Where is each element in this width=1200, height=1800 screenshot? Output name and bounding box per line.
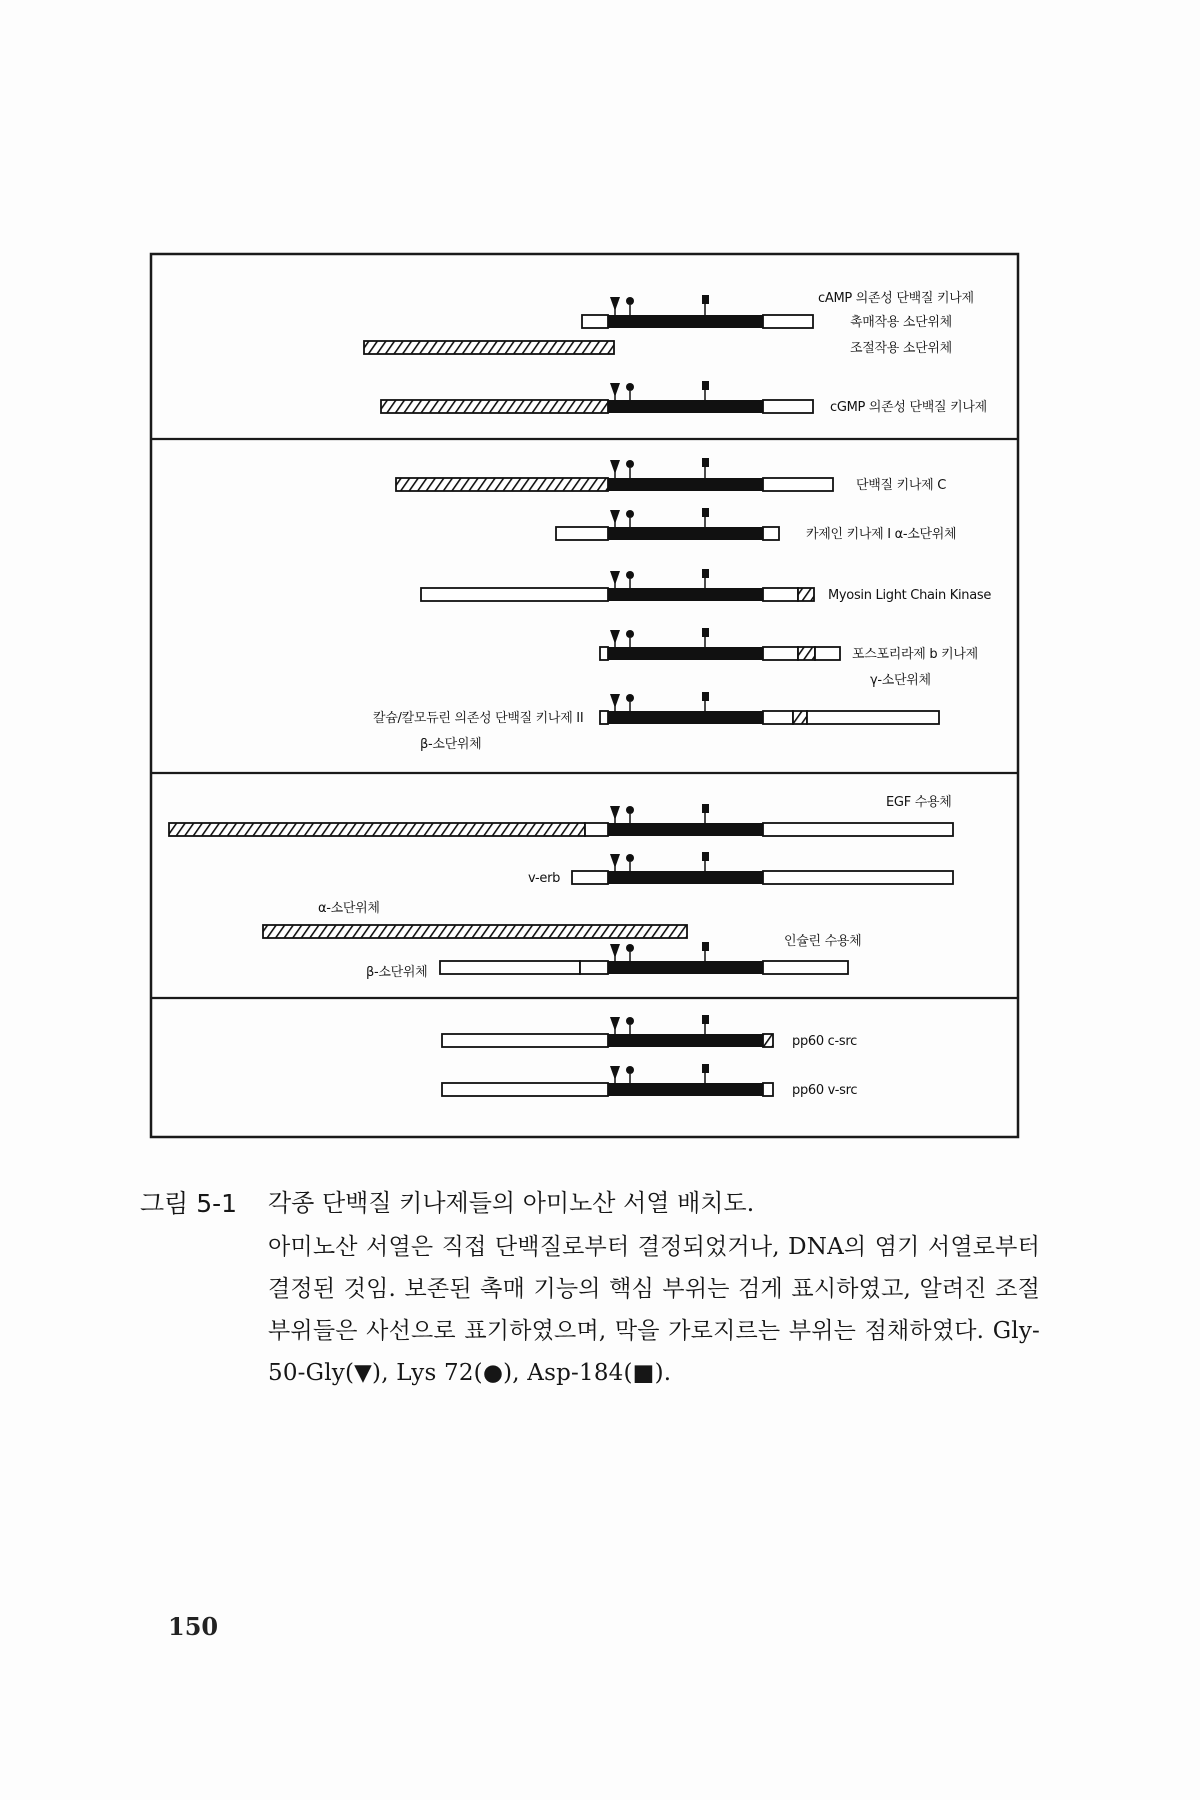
caption-label: 그림 5-1 [140, 1189, 238, 1218]
markers-camk2 [610, 692, 709, 711]
label-insulin-receptor: 인슐린 수용체 [784, 934, 862, 949]
bar-phosphorylase-kinase [600, 647, 840, 660]
label-insulin-alpha: α-소단위체 [318, 901, 380, 916]
markers-casein [610, 508, 709, 527]
label-cgmp-kinase: cGMP 의존성 단백질 키나제 [830, 400, 987, 415]
label-camp-kinase: cAMP 의존성 단백질 키나제 [818, 291, 974, 306]
bar-insulin-beta [440, 961, 848, 974]
label-insulin-beta: β-소단위체 [366, 965, 428, 980]
bar-egf-receptor [169, 823, 953, 836]
caption-title: 각종 단백질 키나제들의 아미노산 서열 배치도. [268, 1189, 755, 1217]
markers-v-erb [610, 852, 709, 871]
label-camp-catalytic: 촉매작용 소단위체 [850, 315, 952, 330]
markers-cgmp [610, 381, 709, 400]
label-camk2: 칼슘/칼모듀린 의존성 단백질 키나제 II [373, 711, 584, 726]
label-camp-regulatory: 조절작용 소단위체 [850, 341, 952, 356]
bar-insulin-alpha [263, 925, 687, 938]
label-pkc: 단백질 키나제 C [856, 478, 946, 493]
markers-camp [610, 295, 709, 315]
markers-egf [610, 804, 709, 823]
bar-camp-regulatory [364, 341, 614, 354]
label-mlck: Myosin Light Chain Kinase [828, 588, 992, 603]
bar-c-src [442, 1034, 773, 1047]
markers-insulin [610, 942, 709, 961]
label-v-src: pp60 v-src [792, 1083, 858, 1098]
bar-casein-kinase [556, 527, 779, 540]
label-c-src: pp60 c-src [792, 1034, 857, 1049]
figure-caption [140, 1185, 1040, 1394]
caption-body: 아미노산 서열은 직접 단백질로부터 결정되었거나, DNA의 염기 서열로부터 결정된 것임. 보존된 촉매 기능의 핵심 부위는 검게 표시하였고, 알려진 조절 부위들은 사선으로 표기하였으며, 막을 가로지르는 부위는 점채하였다. Gly-50-Gly(▼), Lys 72(●), Asp-184(■). [268, 1234, 1040, 1386]
markers-mlck [610, 569, 709, 588]
bar-v-src [442, 1083, 773, 1096]
label-phosphorylase-gamma: γ-소단위체 [870, 673, 931, 688]
bar-camk2 [600, 711, 939, 724]
label-egf-receptor: EGF 수용체 [886, 795, 952, 810]
label-camk2-beta: β-소단위체 [420, 737, 482, 752]
figure-frame [151, 254, 1018, 1137]
bar-pkc [396, 478, 833, 491]
page-number: 150 [168, 1612, 219, 1641]
label-casein-kinase: 카제인 키나제 I α-소단위체 [806, 527, 957, 542]
markers-phosphorylase [610, 628, 709, 647]
markers-c-src [610, 1015, 709, 1034]
label-phosphorylase-kinase: 포스포리라제 b 키나제 [852, 647, 978, 662]
label-v-erb: v-erb [528, 871, 561, 886]
bar-camp-catalytic [582, 315, 813, 328]
markers-pkc [610, 458, 709, 478]
markers-v-src [610, 1064, 709, 1083]
bar-v-erb [572, 871, 953, 884]
bar-mlck [421, 588, 814, 601]
bar-cgmp [381, 400, 813, 413]
